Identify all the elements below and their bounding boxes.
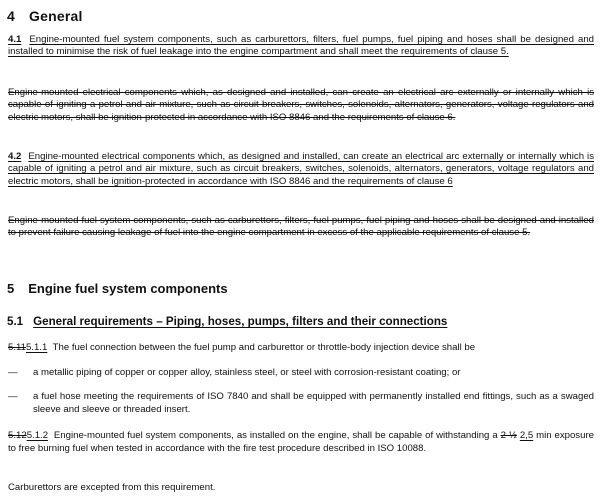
section-title: Engine fuel system components xyxy=(28,281,228,296)
list-dash: — xyxy=(8,391,18,402)
subsection-title: General requirements – Piping, hoses, pumps, filters and their connections xyxy=(33,315,448,328)
deleted-text: Engine-mounted electrical components which, as designed and installed, can create an electrical arc externally or internally which is capable of igniting a petrol and air mixture, such as circuit breakers, switches, solenoids, alternators, generators, voltage regulators and electric motors, shall be ignition-protected in accordance with ISO 8846 and the requirements of clause 6. xyxy=(8,87,594,123)
section-title: General xyxy=(29,8,83,24)
section-number: 4 xyxy=(7,8,15,24)
old-clause-ref: 5.12 xyxy=(8,430,27,441)
note-text: Carburettors are excepted from this requirement. xyxy=(8,482,216,493)
new-clause-ref: 5.1.2 xyxy=(26,430,49,441)
list-item-text: a metallic piping of copper or copper alloy, stainless steel, or steel with corrosion-resistant coating; or xyxy=(33,367,461,378)
section-number: 5 xyxy=(7,281,15,296)
list-item xyxy=(33,391,594,416)
subsection-number: 5.1 xyxy=(7,315,24,328)
clause-text-b: min exposure to free burning fuel when tested in accordance with the fire test procedure described in ISO 10088. xyxy=(8,430,594,454)
old-value: 2 ½ xyxy=(500,430,517,441)
section-4-heading xyxy=(7,8,83,24)
section-5-heading xyxy=(7,281,228,296)
new-value: 2,5 xyxy=(519,430,534,441)
clause-4-2 xyxy=(8,151,594,188)
clause-text: Engine-mounted electrical components which, as designed and installed, can create an electrical arc externally or internally which is capable of igniting a petrol and air mixture, such as circuit breakers, switches, solenoids, alternators, generators, voltage regulators and electric motors, shall be ignition-protected in accordance with ISO 8846 and the requirements of clause 6 xyxy=(8,151,594,187)
deleted-text: Engine-mounted fuel system components, such as carburettors, filters, fuel pumps, fuel piping and hoses shall be designed and installed to prevent failure causing leakage of fuel into the engine compartment in excess of the applicable requirements of clause 5. xyxy=(8,215,594,239)
clause-number: 4.2 xyxy=(8,151,22,162)
note-paragraph xyxy=(8,482,594,495)
list-item xyxy=(33,367,594,380)
clause-text-a: Engine-mounted fuel system components, as installed on the engine, shall be capable of withstanding a xyxy=(53,430,498,441)
clause-text: The fuel connection between the fuel pump and carburettor or throttle-body injection device shall be xyxy=(52,342,476,353)
old-clause-ref: 5.11 xyxy=(8,342,26,353)
new-clause-ref: 5.1.1 xyxy=(25,342,48,353)
clause-5-1-2 xyxy=(8,430,594,455)
deleted-paragraph-2 xyxy=(8,215,594,240)
clause-number: 4.1 xyxy=(8,34,22,45)
list-item-text: a fuel hose meeting the requirements of ISO 7840 and shall be equipped with permanently installed end fittings, such as a swaged sleeve and sleeve or threaded insert. xyxy=(33,391,594,415)
clause-text: Engine-mounted fuel system components, such as carburettors, filters, fuel pumps, fuel piping and hoses shall be designed and installed to minimise the risk of fuel leakage into the engine compartment and shall meet the requirements of clause 5. xyxy=(8,34,594,58)
deleted-paragraph-1 xyxy=(8,87,594,124)
subsection-5-1-heading xyxy=(7,315,447,328)
list-dash: — xyxy=(8,367,18,378)
clause-4-1 xyxy=(8,34,594,59)
clause-5-1-1 xyxy=(8,342,594,355)
